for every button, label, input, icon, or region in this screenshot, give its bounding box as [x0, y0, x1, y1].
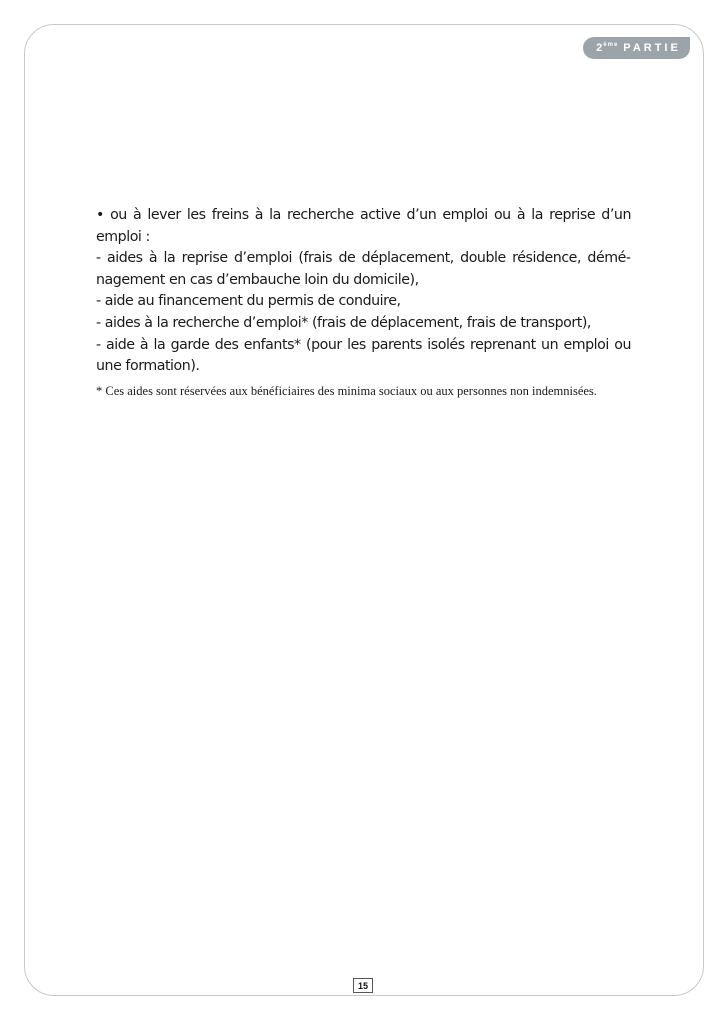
footnote: * Ces aides sont réservées aux bénéficiaires des minima sociaux ou aux personnes non indemnisées. — [96, 383, 597, 398]
paragraph-intro: • ou à lever les freins à la recherche active d’un emploi ou à la reprise d’un emploi : — [96, 207, 631, 245]
section-header-tab — [583, 37, 690, 59]
paragraph-item-1: - aides à la reprise d’emploi (frais de déplacement, double résidence, déménagement en cas d’embauche loin du domicile), — [96, 250, 631, 288]
paragraph-item-4: - aide à la garde des enfants* (pour les parents isolés reprenant un emploi ou une formation). — [96, 336, 631, 375]
page-number: 15 — [353, 978, 373, 993]
main-content — [96, 205, 631, 399]
part-suffix: ème — [603, 42, 619, 48]
paragraph-item-3: - aides à la recherche d’emploi* (frais de déplacement, frais de transport), — [96, 314, 591, 331]
page-frame — [24, 24, 704, 996]
body-text — [96, 205, 631, 378]
paragraph-item-2: - aide au financement du permis de conduire, — [96, 293, 401, 310]
part-label: PARTIE — [623, 42, 681, 54]
part-number: 2 — [596, 42, 604, 54]
